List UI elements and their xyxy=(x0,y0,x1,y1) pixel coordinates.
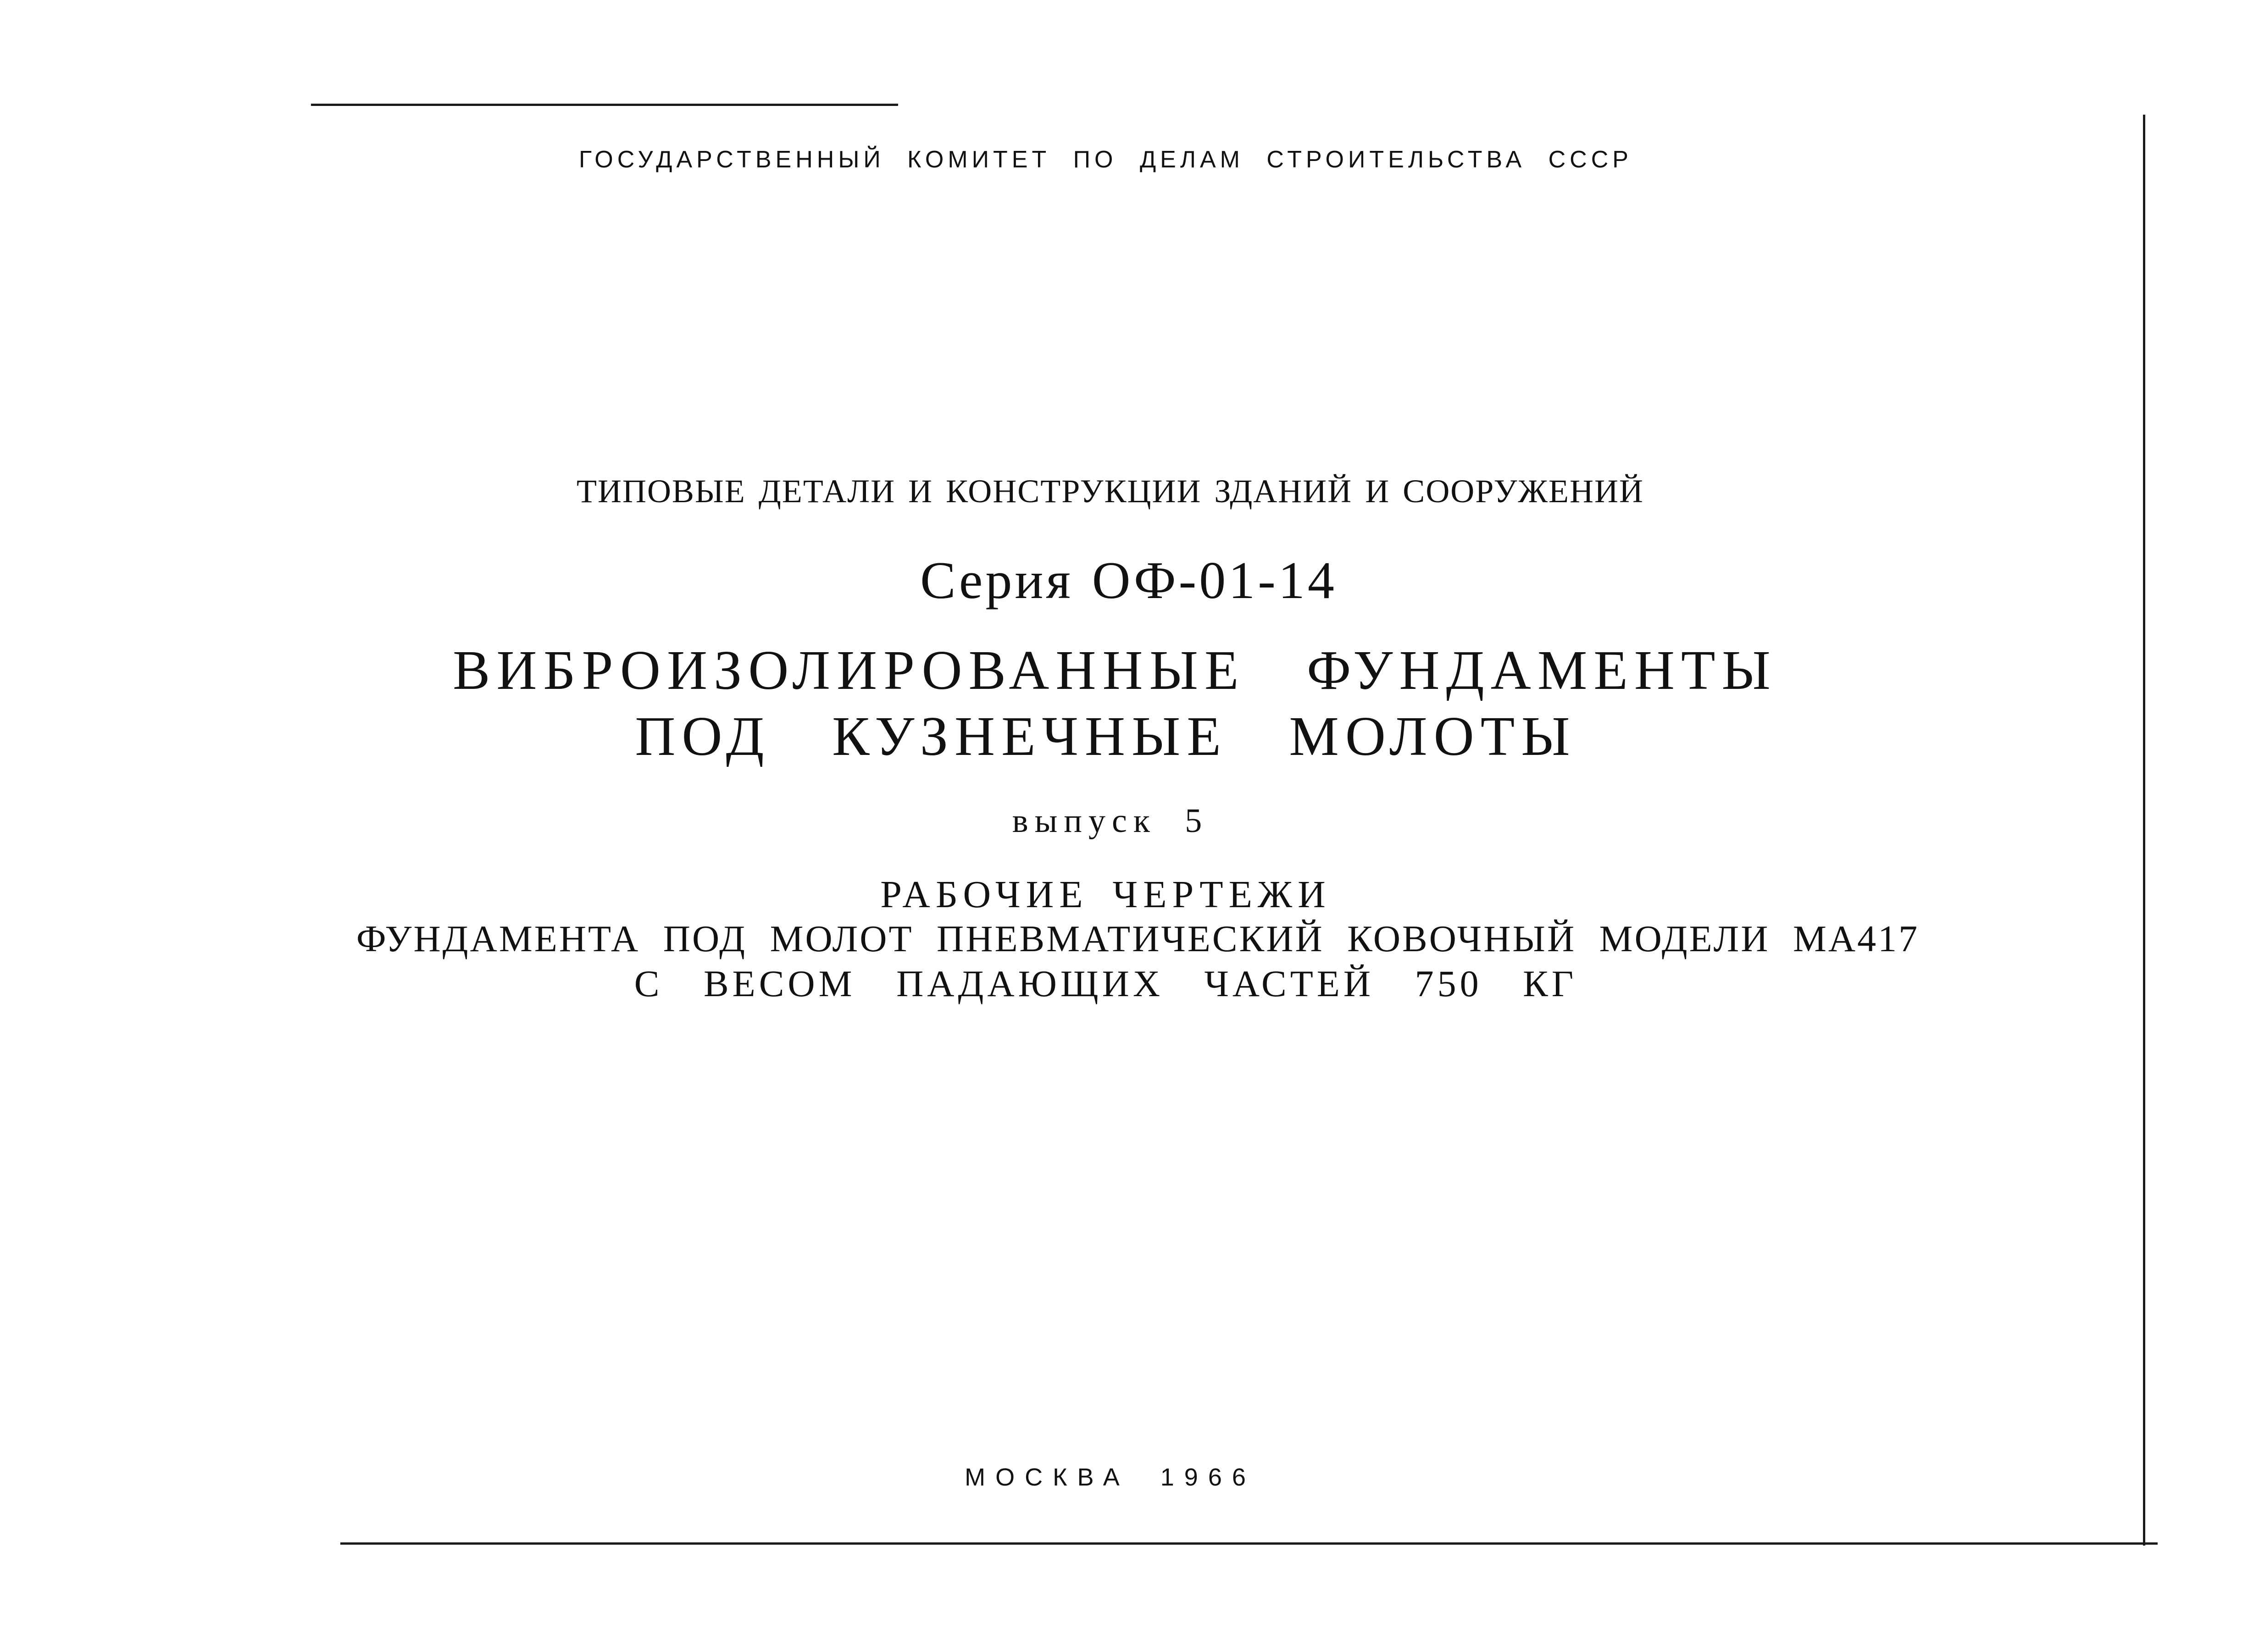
city-year-footer: МОСКВА 1966 xyxy=(965,1464,1256,1491)
foundation-description-line-2: С ВЕСОМ ПАДАЮЩИХ ЧАСТЕЙ 750 КГ xyxy=(634,963,1577,1004)
committee-header: ГОСУДАРСТВЕННЫЙ КОМИТЕТ ПО ДЕЛАМ СТРОИТЕЛЬСТВА СССР xyxy=(579,146,1632,173)
top-rule xyxy=(311,104,898,106)
series-number: Серия ОФ-01-14 xyxy=(920,551,1337,610)
foundation-description-line-1: ФУНДАМЕНТА ПОД МОЛОТ ПНЕВМАТИЧЕСКИЙ КОВОЧНЫЙ МОДЕЛИ МА417 xyxy=(356,918,1920,959)
main-title-line-1: ВИБРОИЗОЛИРОВАННЫЕ ФУНДАМЕНТЫ xyxy=(453,639,1777,701)
working-drawings-heading: РАБОЧИЕ ЧЕРТЕЖИ xyxy=(880,873,1331,916)
series-title: ТИПОВЫЕ ДЕТАЛИ И КОНСТРУКЦИИ ЗДАНИЙ И СООРУЖЕНИЙ xyxy=(576,473,1644,510)
bottom-rule xyxy=(340,1542,2158,1545)
issue-number: выпуск 5 xyxy=(1012,802,1209,840)
main-title-line-2: ПОД КУЗНЕЧНЫЕ МОЛОТЫ xyxy=(635,705,1576,767)
